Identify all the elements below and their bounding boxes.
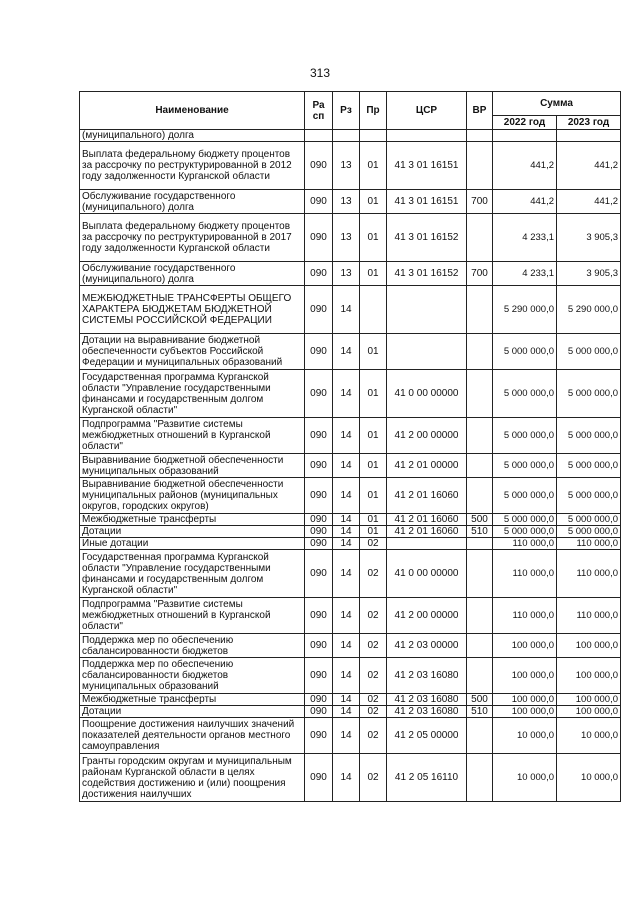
cell-rasp: 090 — [305, 634, 333, 658]
cell-name: Выплата федеральному бюджету процентов за рассрочку по реструктурированной в 2012 году задолженности Курганской области — [80, 142, 305, 190]
cell-vr — [467, 370, 493, 418]
cell-pr: 02 — [360, 538, 387, 550]
cell-vr — [467, 538, 493, 550]
cell-rz: 14 — [333, 478, 360, 514]
cell-rz: 13 — [333, 190, 360, 214]
cell-vr: 500 — [467, 514, 493, 526]
cell-rz: 14 — [333, 718, 360, 754]
cell-sum-2023: 110 000,0 — [557, 550, 621, 598]
table-row — [80, 706, 621, 718]
cell-vr: 510 — [467, 526, 493, 538]
cell-csr: 41 2 03 16080 — [387, 706, 467, 718]
cell-vr — [467, 718, 493, 754]
cell-csr: 41 2 01 16060 — [387, 478, 467, 514]
cell-pr: 02 — [360, 718, 387, 754]
cell-rasp: 090 — [305, 706, 333, 718]
table-row — [80, 286, 621, 334]
cell-rasp: 090 — [305, 694, 333, 706]
header-pr: Пр — [360, 92, 387, 130]
cell-rz: 14 — [333, 706, 360, 718]
cell-name: Межбюджетные трансферты — [80, 514, 305, 526]
cell-sum-2023: 5 000 000,0 — [557, 370, 621, 418]
cell-name: Подпрограмма "Развитие системы межбюджетных отношений в Курганской области" — [80, 418, 305, 454]
cell-rasp: 090 — [305, 142, 333, 190]
cell-rasp: 090 — [305, 418, 333, 454]
cell-name: Выравнивание бюджетной обеспеченности муниципальных районов (муниципальных округов, городских округов) — [80, 478, 305, 514]
cell-sum-2023: 441,2 — [557, 142, 621, 190]
cell-vr — [467, 550, 493, 598]
cell-rasp: 090 — [305, 658, 333, 694]
cell-pr: 01 — [360, 142, 387, 190]
header-vr: ВР — [467, 92, 493, 130]
cell-vr — [467, 418, 493, 454]
cell-csr: 41 2 03 00000 — [387, 634, 467, 658]
cell-rz: 14 — [333, 538, 360, 550]
table-row — [80, 334, 621, 370]
cell-vr — [467, 214, 493, 262]
cell-sum-2023: 5 000 000,0 — [557, 418, 621, 454]
table-row — [80, 754, 621, 802]
cell-vr — [467, 598, 493, 634]
cell-sum-2023: 3 905,3 — [557, 262, 621, 286]
table-row — [80, 598, 621, 634]
cell-sum-2022: 110 000,0 — [493, 538, 557, 550]
cell-name: Поддержка мер по обеспечению сбалансированности бюджетов муниципальных образований — [80, 658, 305, 694]
cell-pr: 01 — [360, 418, 387, 454]
cell-sum-2023: 5 000 000,0 — [557, 526, 621, 538]
table-row — [80, 214, 621, 262]
table-row — [80, 526, 621, 538]
cell-rz: 13 — [333, 262, 360, 286]
table-row — [80, 694, 621, 706]
cell-csr: 41 2 00 00000 — [387, 598, 467, 634]
cell-pr: 02 — [360, 754, 387, 802]
table-row — [80, 454, 621, 478]
cell-rz: 14 — [333, 334, 360, 370]
cell-sum-2022: 100 000,0 — [493, 634, 557, 658]
table-row — [80, 142, 621, 190]
cell-csr: 41 2 03 16080 — [387, 694, 467, 706]
cell-name: Подпрограмма "Развитие системы межбюджетных отношений в Курганской области" — [80, 598, 305, 634]
cell-sum-2023: 5 000 000,0 — [557, 514, 621, 526]
cell-pr: 01 — [360, 334, 387, 370]
cell-name: Государственная программа Курганской области "Управление государственными финансами и государственным долгом Курганской области" — [80, 370, 305, 418]
cell-sum-2023: 100 000,0 — [557, 634, 621, 658]
cell-sum-2023: 10 000,0 — [557, 718, 621, 754]
cell-sum-2022: 441,2 — [493, 190, 557, 214]
cell-csr: 41 2 01 16060 — [387, 526, 467, 538]
cell-sum-2022: 5 000 000,0 — [493, 418, 557, 454]
cell-name: Гранты городским округам и муниципальным районам Курганской области в целях содействия достижению и (или) поощрения достижения наилучших — [80, 754, 305, 802]
cell-vr — [467, 754, 493, 802]
cell-name: Выплата федеральному бюджету процентов за рассрочку по реструктурированной в 2017 году задолженности Курганской области — [80, 214, 305, 262]
cell-rz: 14 — [333, 370, 360, 418]
cell-pr: 02 — [360, 694, 387, 706]
page-number: 313 — [309, 66, 331, 80]
cell-sum-2023: 3 905,3 — [557, 214, 621, 262]
cell-sum-2022: 10 000,0 — [493, 718, 557, 754]
cell-rz: 14 — [333, 418, 360, 454]
cell-vr: 700 — [467, 262, 493, 286]
cell-rasp: 090 — [305, 478, 333, 514]
table-row — [80, 262, 621, 286]
cell-rasp: 090 — [305, 334, 333, 370]
cell-name: Дотации на выравнивание бюджетной обеспеченности субъектов Российской Федерации и муниципальных образований — [80, 334, 305, 370]
table-row — [80, 370, 621, 418]
table-row — [80, 130, 621, 142]
cell-sum-2023: 5 000 000,0 — [557, 454, 621, 478]
cell-rasp: 090 — [305, 286, 333, 334]
cell-name: Государственная программа Курганской области "Управление государственными финансами и государственным долгом Курганской области" — [80, 550, 305, 598]
cell-rasp: 090 — [305, 214, 333, 262]
table-row — [80, 478, 621, 514]
cell-pr: 01 — [360, 526, 387, 538]
table-row — [80, 418, 621, 454]
cell-sum-2023: 100 000,0 — [557, 694, 621, 706]
cell-csr: 41 2 03 16080 — [387, 658, 467, 694]
cell-sum-2022: 5 000 000,0 — [493, 514, 557, 526]
cell-pr: 02 — [360, 658, 387, 694]
cell-sum-2022: 5 000 000,0 — [493, 454, 557, 478]
cell-csr: 41 0 00 00000 — [387, 370, 467, 418]
cell-csr: 41 2 01 00000 — [387, 454, 467, 478]
cell-pr: 01 — [360, 478, 387, 514]
cell-pr: 02 — [360, 598, 387, 634]
cell-sum-2022: 441,2 — [493, 142, 557, 190]
cell-rasp: 090 — [305, 190, 333, 214]
cell-sum-2022: 100 000,0 — [493, 694, 557, 706]
header-csr: ЦСР — [387, 92, 467, 130]
cell-sum-2022: 4 233,1 — [493, 214, 557, 262]
table-row — [80, 658, 621, 694]
cell-rasp: 090 — [305, 526, 333, 538]
cell-pr — [360, 286, 387, 334]
budget-table — [79, 91, 621, 802]
cell-name: Межбюджетные трансферты — [80, 694, 305, 706]
cell-sum-2022: 4 233,1 — [493, 262, 557, 286]
cell-sum-2022: 5 000 000,0 — [493, 370, 557, 418]
cell-sum-2023: 100 000,0 — [557, 658, 621, 694]
cell-rz: 14 — [333, 286, 360, 334]
cell-rz — [333, 130, 360, 142]
table-body — [80, 130, 621, 802]
cell-rz: 14 — [333, 454, 360, 478]
cell-pr: 01 — [360, 190, 387, 214]
cell-csr — [387, 130, 467, 142]
cell-vr: 500 — [467, 694, 493, 706]
cell-rz: 14 — [333, 514, 360, 526]
cell-csr: 41 3 01 16152 — [387, 214, 467, 262]
cell-name: Обслуживание государственного (муниципального) долга — [80, 262, 305, 286]
header-year-2022: 2022 год — [493, 116, 557, 130]
header-rasp: Ра сп — [305, 92, 333, 130]
cell-rasp: 090 — [305, 262, 333, 286]
cell-sum-2022: 110 000,0 — [493, 598, 557, 634]
cell-pr: 02 — [360, 634, 387, 658]
cell-sum-2023: 441,2 — [557, 190, 621, 214]
cell-name: Выравнивание бюджетной обеспеченности муниципальных образований — [80, 454, 305, 478]
cell-csr: 41 2 05 16110 — [387, 754, 467, 802]
cell-rz: 14 — [333, 526, 360, 538]
header-year-2023: 2023 год — [557, 116, 621, 130]
cell-rasp: 090 — [305, 754, 333, 802]
cell-csr: 41 0 00 00000 — [387, 550, 467, 598]
cell-sum-2022: 100 000,0 — [493, 658, 557, 694]
cell-pr: 01 — [360, 370, 387, 418]
cell-name: Дотации — [80, 706, 305, 718]
table-row — [80, 550, 621, 598]
header-sum: Сумма — [493, 92, 621, 116]
cell-vr — [467, 142, 493, 190]
cell-sum-2023: 10 000,0 — [557, 754, 621, 802]
cell-name: Иные дотации — [80, 538, 305, 550]
cell-csr: 41 2 05 00000 — [387, 718, 467, 754]
cell-rz: 14 — [333, 550, 360, 598]
cell-rasp: 090 — [305, 538, 333, 550]
cell-rz: 14 — [333, 694, 360, 706]
cell-pr: 01 — [360, 214, 387, 262]
cell-pr — [360, 130, 387, 142]
cell-rasp: 090 — [305, 550, 333, 598]
cell-sum-2023: 110 000,0 — [557, 598, 621, 634]
cell-pr: 02 — [360, 706, 387, 718]
cell-sum-2022: 5 290 000,0 — [493, 286, 557, 334]
cell-rz: 13 — [333, 142, 360, 190]
cell-csr: 41 3 01 16152 — [387, 262, 467, 286]
cell-rz: 14 — [333, 634, 360, 658]
cell-vr — [467, 130, 493, 142]
cell-sum-2022 — [493, 130, 557, 142]
table-row — [80, 538, 621, 550]
cell-csr — [387, 286, 467, 334]
cell-sum-2023: 5 000 000,0 — [557, 334, 621, 370]
table-row — [80, 634, 621, 658]
table-row — [80, 190, 621, 214]
header-name: Наименование — [80, 92, 305, 130]
cell-rz: 14 — [333, 658, 360, 694]
cell-csr — [387, 334, 467, 370]
cell-rasp: 090 — [305, 598, 333, 634]
header-row — [80, 92, 621, 116]
cell-vr — [467, 658, 493, 694]
cell-csr: 41 2 01 16060 — [387, 514, 467, 526]
table-row — [80, 718, 621, 754]
cell-rasp: 090 — [305, 718, 333, 754]
cell-pr: 01 — [360, 514, 387, 526]
cell-pr: 02 — [360, 550, 387, 598]
header-rz: Рз — [333, 92, 360, 130]
cell-vr: 700 — [467, 190, 493, 214]
cell-name: МЕЖБЮДЖЕТНЫЕ ТРАНСФЕРТЫ ОБЩЕГО ХАРАКТЕРА БЮДЖЕТАМ БЮДЖЕТНОЙ СИСТЕМЫ РОССИЙСКОЙ ФЕДЕРАЦИИ — [80, 286, 305, 334]
cell-vr — [467, 286, 493, 334]
cell-csr: 41 3 01 16151 — [387, 190, 467, 214]
cell-pr: 01 — [360, 262, 387, 286]
cell-sum-2023 — [557, 130, 621, 142]
cell-csr — [387, 538, 467, 550]
cell-pr: 01 — [360, 454, 387, 478]
cell-name: Поддержка мер по обеспечению сбалансированности бюджетов — [80, 634, 305, 658]
cell-sum-2023: 100 000,0 — [557, 706, 621, 718]
table-row — [80, 514, 621, 526]
cell-csr: 41 3 01 16151 — [387, 142, 467, 190]
cell-name: Обслуживание государственного (муниципального) долга — [80, 190, 305, 214]
cell-sum-2023: 110 000,0 — [557, 538, 621, 550]
cell-sum-2023: 5 000 000,0 — [557, 478, 621, 514]
cell-vr: 510 — [467, 706, 493, 718]
cell-name: Дотации — [80, 526, 305, 538]
cell-rasp — [305, 130, 333, 142]
cell-rz: 14 — [333, 598, 360, 634]
cell-vr — [467, 454, 493, 478]
cell-csr: 41 2 00 00000 — [387, 418, 467, 454]
cell-rz: 14 — [333, 754, 360, 802]
cell-rasp: 090 — [305, 370, 333, 418]
cell-rasp: 090 — [305, 514, 333, 526]
cell-rz: 13 — [333, 214, 360, 262]
cell-vr — [467, 634, 493, 658]
cell-sum-2022: 5 000 000,0 — [493, 478, 557, 514]
cell-sum-2022: 100 000,0 — [493, 706, 557, 718]
cell-vr — [467, 334, 493, 370]
cell-sum-2022: 110 000,0 — [493, 550, 557, 598]
cell-sum-2023: 5 290 000,0 — [557, 286, 621, 334]
cell-rasp: 090 — [305, 454, 333, 478]
cell-sum-2022: 5 000 000,0 — [493, 526, 557, 538]
cell-name: Поощрение достижения наилучших значений показателей деятельности органов местного самоуправления — [80, 718, 305, 754]
cell-sum-2022: 10 000,0 — [493, 754, 557, 802]
cell-name: (муниципального) долга — [80, 130, 305, 142]
cell-sum-2022: 5 000 000,0 — [493, 334, 557, 370]
cell-vr — [467, 478, 493, 514]
